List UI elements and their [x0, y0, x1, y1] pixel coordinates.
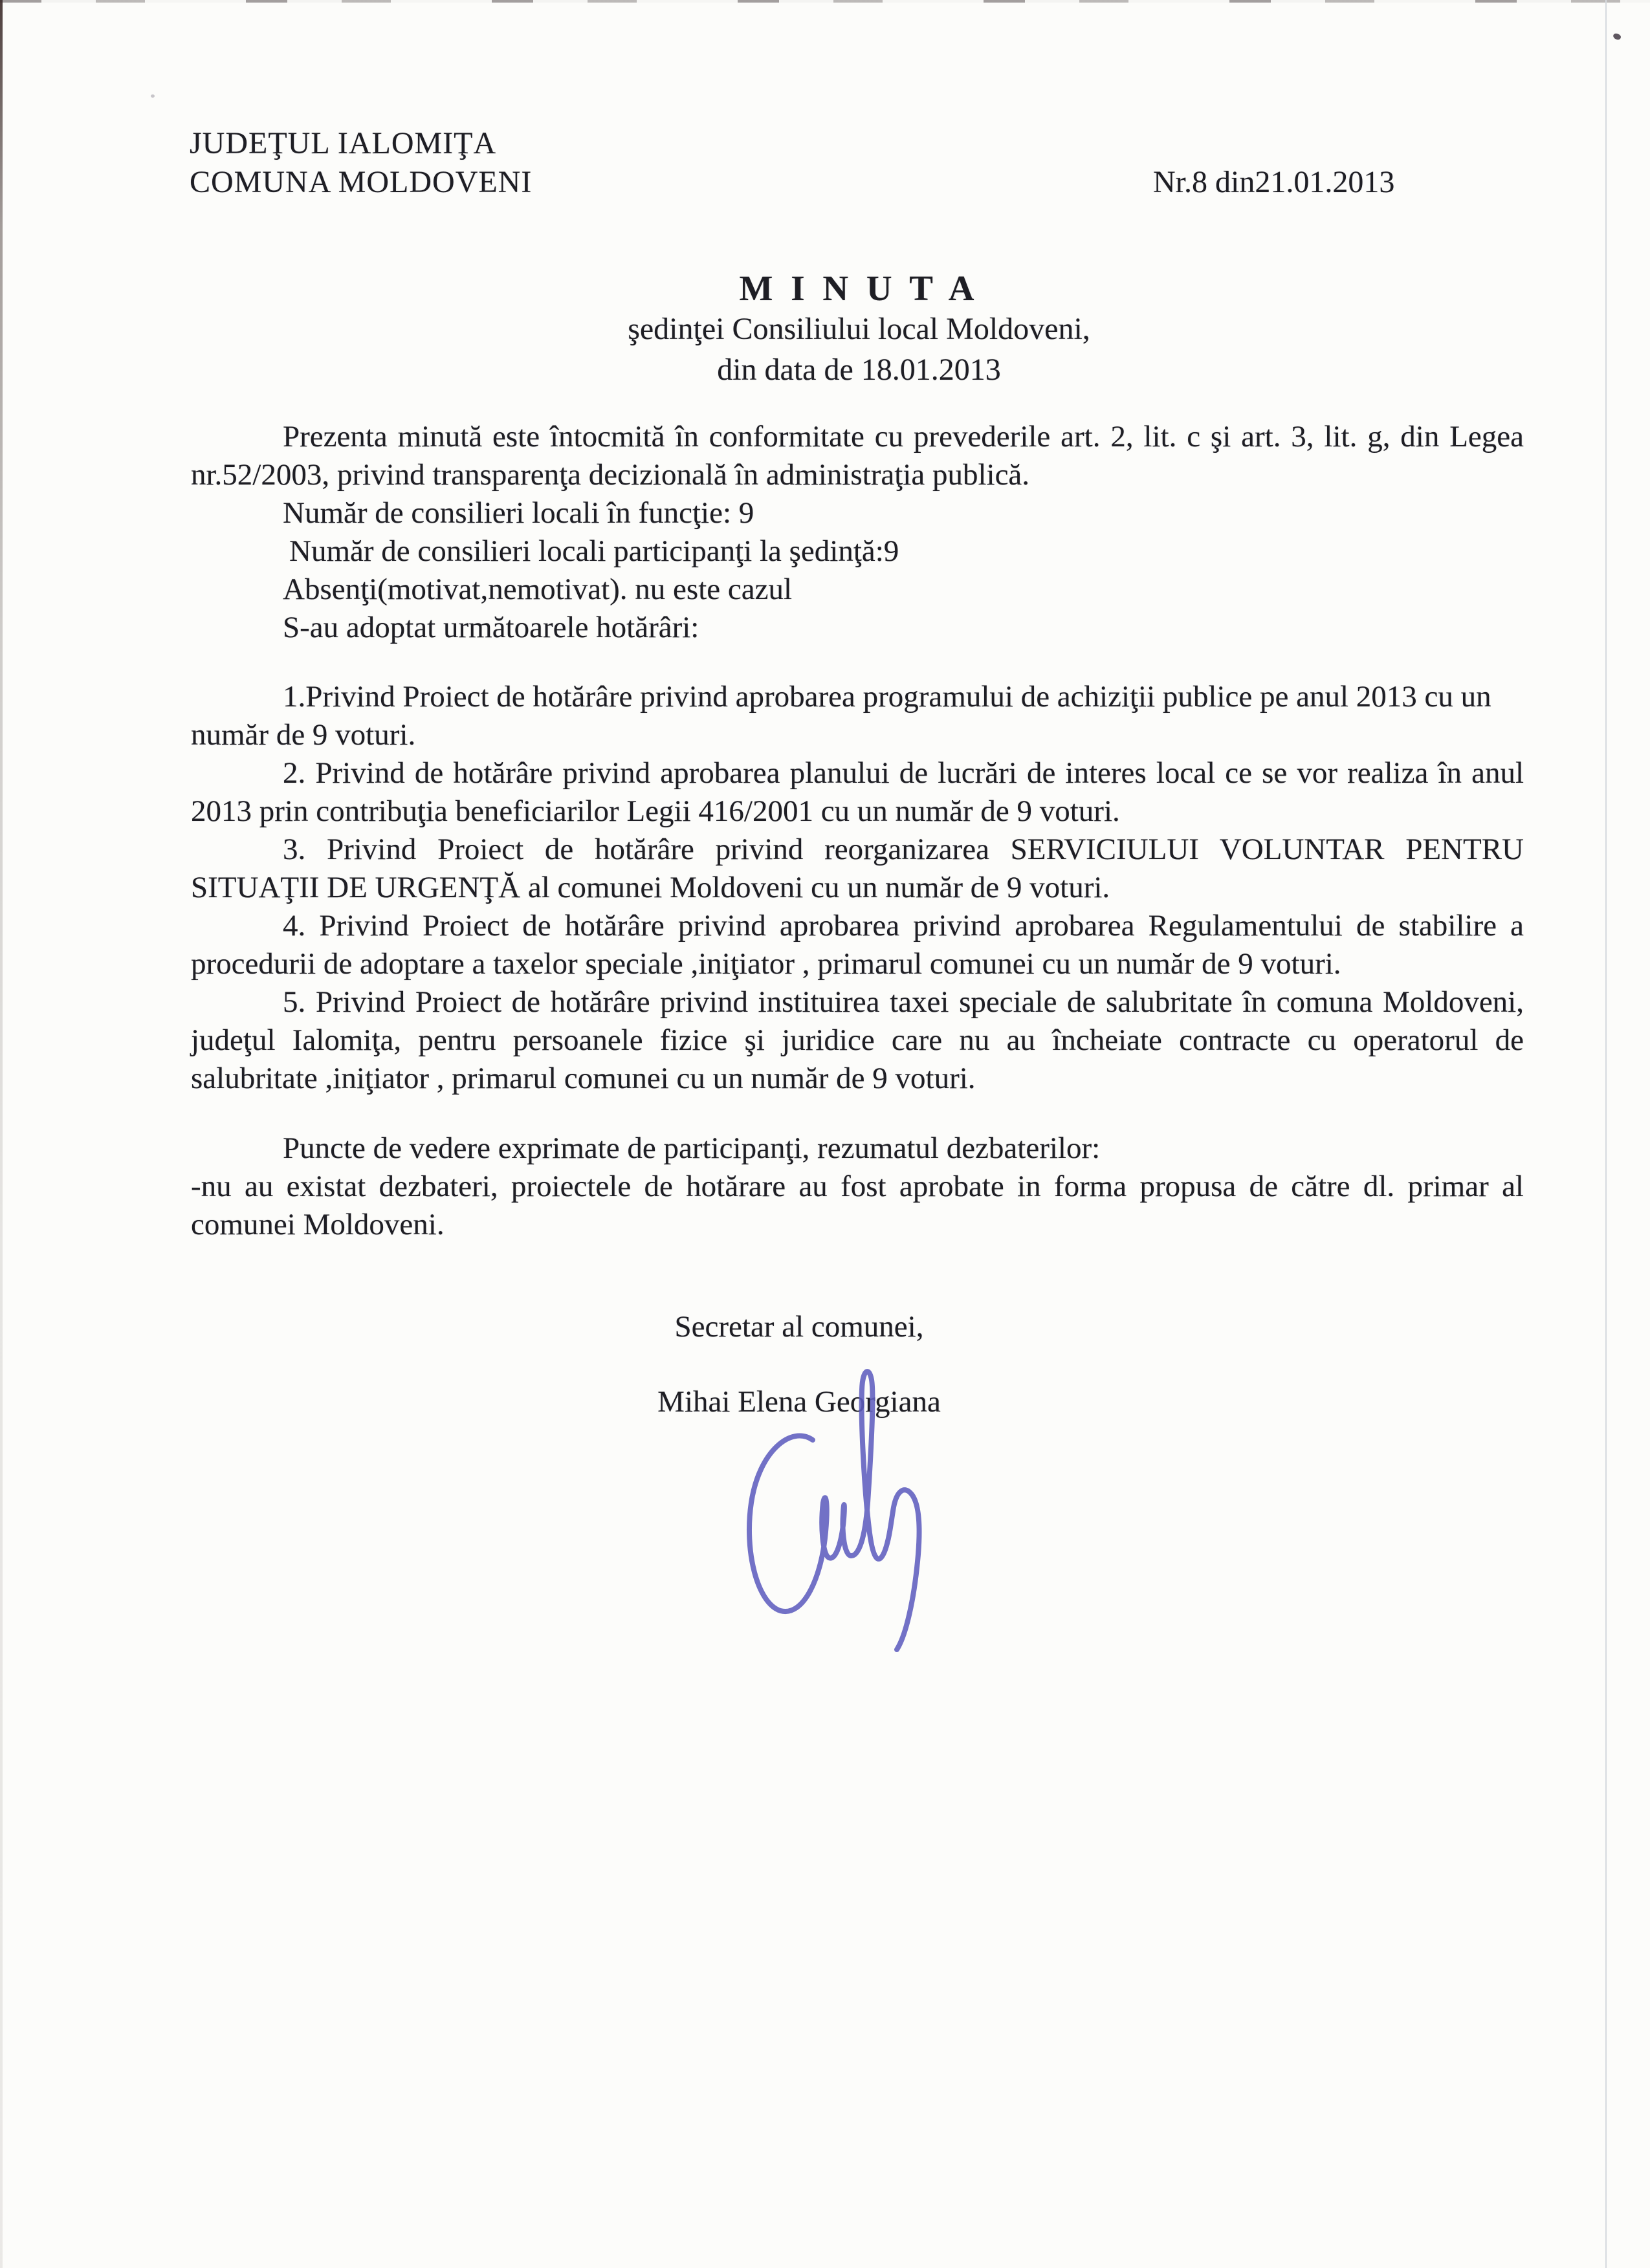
scan-speck-small — [151, 94, 155, 98]
letterhead — [190, 124, 532, 202]
signatory-name: Mihai Elena Georgiana — [657, 1385, 941, 1419]
document-body — [191, 418, 1524, 1244]
document-subtitle-1: şedinţei Consiliului local Moldoveni, — [628, 312, 1090, 346]
document-subtitle-2: din data de 18.01.2013 — [717, 353, 1001, 387]
title-block — [191, 268, 1527, 390]
decision-item-4: 4. Privind Proiect de hotărâre privind aprobarea privind aprobarea Regulamentului de stabilire a procedurii de adoptare a taxelor speciale ,iniţiator , primarul comunei cu un număr de 9 voturi. — [191, 909, 1524, 981]
signatory-role: Secretar al comunei, — [674, 1310, 924, 1344]
decision-item-1: 1.Privind Proiect de hotărâre privind aprobarea programului de achiziţii publice pe anul 2013 cu un număr de 9 voturi. — [191, 680, 1491, 752]
info-lines — [191, 494, 1524, 647]
scan-edge-top-artifact — [0, 0, 1650, 3]
signature-ink-stroke — [749, 1371, 919, 1650]
debates-heading: Puncte de vedere exprimate de participanţi, rezumatul dezbaterilor: — [283, 1131, 1101, 1165]
info-line-councillors-total: Număr de consilieri locali în funcţie: 9 — [283, 496, 754, 530]
county-name: JUDEŢUL IALOMIŢA — [190, 126, 497, 160]
document-number: Nr.8 din21.01.2013 — [1153, 165, 1395, 199]
debates-text: -nu au existat dezbateri, proiectele de hotărare au fost aprobate in forma propusa de către dl. primar al comunei Moldoveni. — [191, 1170, 1524, 1241]
info-line-councillors-present: Număr de consilieri locali participanţi la şedinţă:9 — [289, 534, 899, 568]
commune-name: COMUNA MOLDOVENI — [190, 165, 533, 199]
document-title: M I N U T A — [739, 268, 979, 308]
scan-line-right-artifact — [1605, 0, 1607, 2268]
debates-section — [191, 1129, 1524, 1244]
info-line-absentees: Absenţi(motivat,nemotivat). nu este cazul — [283, 572, 793, 606]
scan-edge-left-artifact — [0, 0, 3, 2268]
decision-list — [191, 678, 1524, 1098]
decision-item-3: 3. Privind Proiect de hotărâre privind reorganizarea SERVICIULUI VOLUNTAR PENTRU SITUAŢII DE URGENŢĂ al comunei Moldoveni cu un număr de 9 voturi. — [191, 833, 1524, 904]
signature-ink — [730, 1364, 937, 1655]
decision-item-5: 5. Privind Proiect de hotărâre privind instituirea taxei speciale de salubritate în comuna Moldoveni, judeţul Ialomiţa, pentru persoanele fizice şi juridice care nu au încheiate contracte cu operatorul de salubritate ,iniţiator , primarul comunei cu un număr de 9 voturi. — [191, 985, 1524, 1095]
decision-item-2: 2. Privind de hotărâre privind aprobarea planului de lucrări de interes local ce se vor realiza în anul 2013 prin contribuţia beneficiarilor Legii 416/2001 cu un număr de 9 voturi. — [191, 756, 1524, 828]
info-line-decisions-intro: S-au adoptat următoarele hotărâri: — [283, 611, 699, 644]
scan-speck-top-right — [1612, 32, 1622, 41]
intro-paragraph: Prezenta minută este întocmită în conformitate cu prevederile art. 2, lit. c şi art. 3, lit. g, din Legea nr.52/2003, privind transparenţa decizională în administraţia publică. — [191, 420, 1524, 492]
